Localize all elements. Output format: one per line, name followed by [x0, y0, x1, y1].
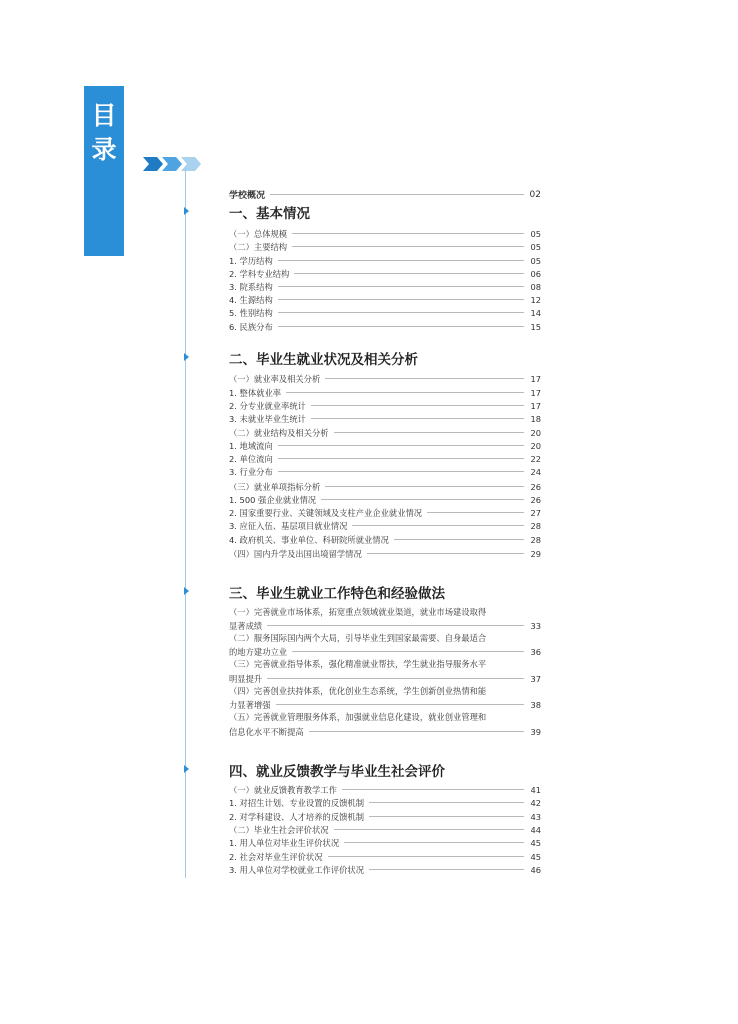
- toc-entry[interactable]: 3. 用人单位对学校就业工作评价状况 46: [229, 864, 541, 875]
- toc-entry[interactable]: 1. 整体就业率 17: [229, 387, 541, 398]
- toc-entry[interactable]: （三）就业单项指标分析 26: [229, 481, 541, 492]
- toc-entry-line1[interactable]: （一）完善就业市场体系，拓宽重点领域就业渠道，就业市场建设取得: [229, 607, 487, 617]
- toc-entry[interactable]: 信息化水平不断提高 39: [229, 726, 541, 737]
- section-title: 三、毕业生就业工作特色和经验做法: [229, 586, 445, 602]
- section-title: 一、基本情况: [229, 206, 310, 222]
- toc-entry-line1[interactable]: （二）服务国际国内两个大局，引导毕业生到国家最需要、自身最适合: [229, 633, 487, 643]
- bullet-icon: [184, 207, 189, 215]
- toc-entry[interactable]: 力显著增强 38: [229, 699, 541, 710]
- toc-entry[interactable]: 显著成绩 33: [229, 620, 541, 631]
- toc-entry[interactable]: 2. 单位流向 22: [229, 453, 541, 464]
- toc-entry[interactable]: 的地方建功立业 36: [229, 646, 541, 657]
- toc-entry[interactable]: （一）就业反馈教育教学工作 41: [229, 784, 541, 795]
- toc-entry[interactable]: 3. 行业分布 24: [229, 466, 541, 477]
- toc-entry[interactable]: 1. 用人单位对毕业生评价状况 45: [229, 837, 541, 848]
- toc-entry[interactable]: 明显提升 37: [229, 673, 541, 684]
- toc-entry[interactable]: （一）总体规模 05: [229, 228, 541, 239]
- section-title: 四、就业反馈教学与毕业生社会评价: [229, 764, 445, 780]
- toc-entry[interactable]: 6. 民族分布 15: [229, 321, 541, 332]
- toc-entry[interactable]: 5. 性别结构 14: [229, 307, 541, 318]
- toc-entry[interactable]: （一）就业率及相关分析 17: [229, 373, 541, 384]
- toc-entry[interactable]: 1. 地域流向 20: [229, 440, 541, 451]
- toc-entry-overview[interactable]: 学校概况 02: [229, 189, 541, 201]
- title-char-1: 目: [91, 101, 117, 130]
- toc-entry-line1[interactable]: （三）完善就业指导体系，强化精准就业帮扶，学生就业指导服务水平: [229, 659, 487, 669]
- section-title: 二、毕业生就业状况及相关分析: [229, 352, 418, 368]
- toc-entry[interactable]: 1. 学历结构 05: [229, 255, 541, 266]
- toc-entry[interactable]: 2. 国家重要行业、关键领域及支柱产业企业就业情况 27: [229, 507, 541, 518]
- sidebar-title-tab: [62, 86, 124, 377]
- bullet-icon: [184, 765, 189, 773]
- bullet-icon: [184, 587, 189, 595]
- title-char-2: 录: [91, 135, 117, 164]
- toc-entry-line1[interactable]: （五）完善就业管理服务体系，加强就业信息化建设，就业创业管理和: [229, 712, 487, 722]
- toc-entry[interactable]: （四）国内升学及出国出境留学情况 29: [229, 548, 541, 559]
- toc-entry[interactable]: 1. 500 强企业就业情况 26: [229, 494, 541, 505]
- toc-entry[interactable]: 3. 未就业毕业生统计 18: [229, 413, 541, 424]
- toc-entry[interactable]: 2. 学科专业结构 06: [229, 268, 541, 279]
- toc-entry[interactable]: 4. 生源结构 12: [229, 294, 541, 305]
- toc-entry[interactable]: （二）就业结构及相关分析 20: [229, 427, 541, 438]
- chevron-arrows-icon: [143, 156, 207, 172]
- toc-entry[interactable]: （二）主要结构 05: [229, 241, 541, 252]
- bullet-icon: [184, 353, 189, 361]
- toc-entry[interactable]: 1. 对招生计划、专业设置的反馈机制 42: [229, 797, 541, 808]
- toc-entry[interactable]: 2. 分专业就业率统计 17: [229, 400, 541, 411]
- toc-entry[interactable]: （二）毕业生社会评价状况 44: [229, 824, 541, 835]
- toc-entry[interactable]: 2. 社会对毕业生评价状况 45: [229, 851, 541, 862]
- toc-entry[interactable]: 4. 政府机关、事业单位、科研院所就业情况 28: [229, 534, 541, 545]
- toc-entry-line1[interactable]: （四）完善创业扶持体系，优化创业生态系统，学生创新创业热情和能: [229, 686, 487, 696]
- toc-entry[interactable]: 2. 对学科建设、人才培养的反馈机制 43: [229, 811, 541, 822]
- subtitle-content: Content: [62, 301, 82, 377]
- toc-entry[interactable]: 3. 院系结构 08: [229, 281, 541, 292]
- toc-entry[interactable]: 3. 应征入伍、基层项目就业情况 28: [229, 520, 541, 531]
